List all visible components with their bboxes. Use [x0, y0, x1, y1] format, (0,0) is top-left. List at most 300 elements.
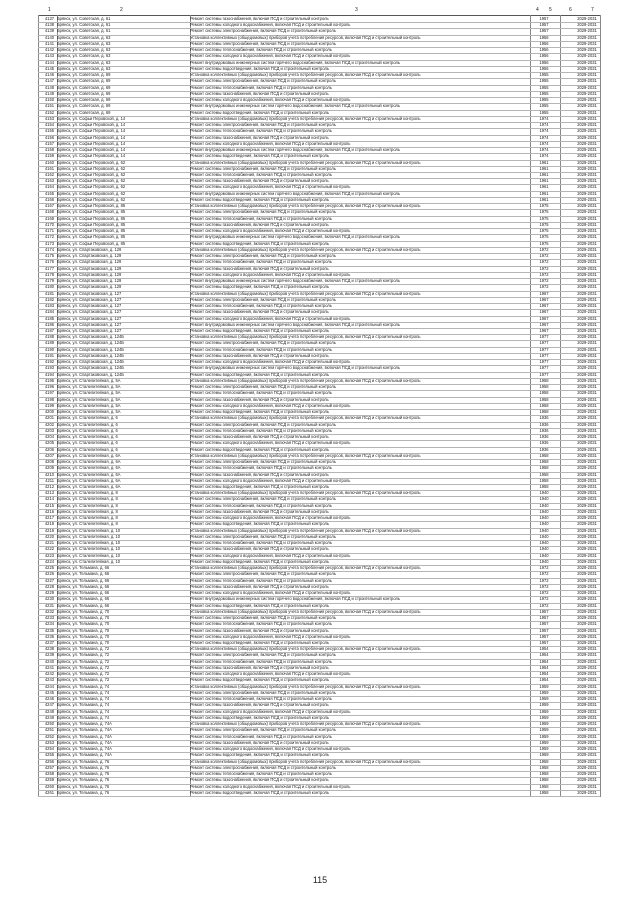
- period-cell: 2029-2031: [577, 390, 597, 396]
- work-type-cell: Ремонт внутридомовых инженерных систем горячего водоснабжения, включая ПСД и строительный контроль: [190, 278, 401, 284]
- period-cell: 2029-2031: [577, 172, 597, 177]
- address-cell: Брянск, ул. Тельмана, д. 74А: [57, 752, 112, 758]
- row-number: 4179: [44, 278, 54, 284]
- year-cell: 1954: [539, 671, 549, 677]
- year-cell: 1972: [539, 590, 549, 596]
- period-cell: 2029-2031: [577, 683, 597, 689]
- row-number: 4194: [44, 371, 54, 377]
- work-type-cell: Установка коллективных (общедомовых) приборов учета потребления ресурсов, включая ПСД и строительный контроль: [190, 377, 421, 383]
- work-type-cell: Ремонт системы холодного водоснабжения, включая ПСД и строительный контроль: [190, 53, 351, 59]
- column-number: 5: [549, 7, 552, 13]
- address-cell: Брянск, ул. Советская, д. 61: [57, 28, 111, 34]
- year-cell: 1958: [539, 402, 549, 408]
- period-cell: 2029-2031: [577, 140, 597, 146]
- address-cell: Брянск, ул. Сталелитейная, д. 8: [57, 496, 118, 502]
- period-cell: 2029-2031: [577, 583, 597, 589]
- period-cell: 2029-2031: [577, 477, 597, 483]
- year-cell: 1955: [539, 90, 549, 96]
- year-cell: 1972: [539, 271, 549, 277]
- year-cell: 1974: [539, 122, 549, 128]
- year-cell: 1940: [539, 552, 549, 558]
- row-number: 4222: [44, 546, 54, 552]
- address-cell: Брянск, ул. Тельмана, д. 74: [57, 689, 110, 695]
- row-number: 4225: [44, 565, 54, 571]
- work-type-cell: Установка коллективных (общедомовых) приборов учета потребления ресурсов, включая ПСД и строительный контроль: [190, 683, 421, 689]
- year-cell: 1940: [539, 515, 549, 521]
- period-cell: 2029-2031: [577, 97, 597, 103]
- period-cell: 2029-2031: [577, 271, 597, 277]
- address-cell: Брянск, ул. Тельмана, д. 76: [57, 789, 110, 795]
- year-cell: 1977: [539, 346, 549, 352]
- year-cell: 1940: [539, 546, 549, 552]
- row-number: 4255: [44, 752, 54, 758]
- year-cell: 1967: [539, 321, 549, 327]
- year-cell: 1957: [539, 608, 549, 614]
- year-cell: 1956: [539, 59, 549, 65]
- address-cell: Брянск, ул. Софьи Перовской, д. 14: [57, 147, 126, 153]
- address-cell: Брянск, ул. Тельмана, д. 74: [57, 683, 110, 689]
- address-cell: Брянск, ул. Тельмана, д. 74А: [57, 746, 112, 752]
- work-type-cell: Ремонт системы газоснабжения, включая ПСД и строительный контроль: [190, 627, 329, 633]
- year-cell: 1977: [539, 334, 549, 340]
- work-type-cell: Ремонт системы водоотведения, включая ПСД и строительный контроль: [190, 65, 330, 71]
- year-cell: 1961: [539, 184, 549, 190]
- row-number: 4140: [44, 34, 54, 40]
- work-type-cell: Ремонт системы водоотведения, включая ПСД и строительный контроль: [190, 484, 330, 489]
- row-number: 4223: [44, 552, 54, 558]
- work-type-cell: Ремонт внутридомовых инженерных систем горячего водоснабжения, включая ПСД и строительный контроль: [190, 103, 401, 109]
- row-number: 4162: [44, 172, 54, 177]
- work-type-cell: Ремонт системы электроснабжения, включая ПСД и строительный контроль: [190, 689, 336, 695]
- row-number: 4158: [44, 147, 54, 153]
- work-type-cell: Ремонт системы теплоснабжения, включая ПСД и строительный контроль: [190, 47, 332, 53]
- address-cell: Брянск, ул. Спартаковская, д. 124Б: [57, 352, 124, 358]
- row-number: 4203: [44, 427, 54, 433]
- year-cell: 1972: [539, 284, 549, 290]
- period-cell: 2029-2031: [577, 84, 597, 90]
- year-cell: 1955: [539, 97, 549, 103]
- year-cell: 1958: [539, 758, 549, 764]
- period-cell: 2029-2031: [577, 246, 597, 252]
- year-cell: 1955: [539, 109, 549, 115]
- address-cell: Брянск, ул. Софьи Перовской, д. 85: [57, 234, 126, 240]
- work-type-cell: Ремонт системы электроснабжения, включая ПСД и строительный контроль: [190, 459, 336, 465]
- year-cell: 1956: [539, 40, 549, 46]
- row-number: 4241: [44, 664, 54, 670]
- work-type-cell: Ремонт системы холодного водоснабжения, включая ПСД и строительный контроль: [190, 783, 351, 789]
- period-cell: 2029-2031: [577, 365, 597, 371]
- work-type-cell: Ремонт системы газоснабжения, включая ПСД и строительный контроль: [190, 90, 329, 96]
- address-cell: Брянск, ул. Спартаковская, д. 129: [57, 271, 122, 277]
- work-type-cell: Установка коллективных (общедомовых) приборов учета потребления ресурсов, включая ПСД и строительный контроль: [190, 565, 421, 571]
- period-cell: 2029-2031: [577, 696, 597, 702]
- year-cell: 1974: [539, 128, 549, 134]
- year-cell: 1974: [539, 115, 549, 121]
- address-cell: Брянск, ул. Тельмана, д. 70: [57, 627, 110, 633]
- work-type-cell: Ремонт системы водоотведения, включая ПСД и строительный контроль: [190, 284, 330, 290]
- row-number: 4251: [44, 727, 54, 733]
- address-cell: Брянск, ул. Советская, д. 61: [57, 16, 111, 21]
- address-cell: Брянск, ул. Тельмана, д. 76: [57, 764, 110, 770]
- address-cell: Брянск, ул. Сталелитейная, д. 8: [57, 502, 118, 508]
- row-number: 4147: [44, 78, 54, 84]
- year-cell: 1959: [539, 689, 549, 695]
- row-number: 4254: [44, 746, 54, 752]
- period-cell: 2029-2031: [577, 228, 597, 234]
- year-cell: 1958: [539, 390, 549, 396]
- work-type-cell: Ремонт системы водоотведения, включая ПСД и строительный контроль: [190, 714, 330, 720]
- address-cell: Брянск, ул. Сталелитейная, д. 6А: [57, 465, 121, 471]
- year-cell: 1972: [539, 253, 549, 259]
- address-cell: Брянск, ул. Спартаковская, д. 129: [57, 284, 122, 290]
- row-number: 4139: [44, 28, 54, 34]
- row-number: 4213: [44, 490, 54, 496]
- work-type-cell: Ремонт системы теплоснабжения, включая ПСД и строительный контроль: [190, 696, 332, 702]
- period-cell: 2029-2031: [577, 109, 597, 115]
- year-cell: 1958: [539, 477, 549, 483]
- address-cell: Брянск, ул. Советская, д. 69: [57, 78, 111, 84]
- year-cell: 1954: [539, 658, 549, 664]
- period-cell: 2029-2031: [577, 671, 597, 677]
- work-type-cell: Ремонт системы электроснабжения, включая ПСД и строительный контроль: [190, 209, 336, 215]
- period-cell: 2029-2031: [577, 577, 597, 583]
- period-cell: 2029-2031: [577, 78, 597, 84]
- address-cell: Брянск, ул. Софьи Перовской, д. 62: [57, 159, 126, 165]
- year-cell: 1972: [539, 265, 549, 271]
- year-cell: 1956: [539, 34, 549, 40]
- year-cell: 1961: [539, 172, 549, 177]
- table-row: [38, 790, 600, 797]
- row-number: 4173: [44, 240, 54, 246]
- year-cell: 1959: [539, 739, 549, 745]
- row-number: 4180: [44, 284, 54, 290]
- work-type-cell: Ремонт системы электроснабжения, включая ПСД и строительный контроль: [190, 615, 336, 621]
- work-type-cell: Ремонт системы холодного водоснабжения, включая ПСД и строительный контроль: [190, 708, 351, 714]
- work-type-cell: Ремонт системы холодного водоснабжения, включая ПСД и строительный контроль: [190, 402, 351, 408]
- address-cell: Брянск, ул. Сталелитейная, д. 6А: [57, 459, 121, 465]
- year-cell: 1974: [539, 134, 549, 140]
- address-cell: Брянск, ул. Софьи Перовской, д. 62: [57, 172, 126, 177]
- period-cell: 2029-2031: [577, 658, 597, 664]
- row-number: 4149: [44, 90, 54, 96]
- year-cell: 1975: [539, 228, 549, 234]
- year-cell: 1972: [539, 565, 549, 571]
- year-cell: 1958: [539, 783, 549, 789]
- row-number: 4168: [44, 209, 54, 215]
- address-cell: Брянск, ул. Сталелитейная, д. 5А: [57, 402, 121, 408]
- work-type-cell: Ремонт системы теплоснабжения, включая ПСД и строительный контроль: [190, 172, 332, 177]
- row-number: 4229: [44, 590, 54, 596]
- period-cell: 2029-2031: [577, 53, 597, 59]
- period-cell: 2029-2031: [577, 328, 597, 333]
- period-cell: 2029-2031: [577, 783, 597, 789]
- row-number: 4244: [44, 683, 54, 689]
- row-number: 4143: [44, 53, 54, 59]
- address-cell: Брянск, ул. Советская, д. 63: [57, 53, 111, 59]
- period-cell: 2029-2031: [577, 153, 597, 159]
- work-type-cell: Установка коллективных (общедомовых) приборов учета потребления ресурсов, включая ПСД и строительный контроль: [190, 72, 421, 78]
- period-cell: 2029-2031: [577, 596, 597, 602]
- address-cell: Брянск, ул. Советская, д. 61: [57, 22, 111, 28]
- address-cell: Брянск, ул. Спартаковская, д. 124Б: [57, 359, 124, 365]
- row-number: 4142: [44, 47, 54, 53]
- address-cell: Брянск, ул. Тельмана, д. 66: [57, 577, 110, 583]
- row-number: 4183: [44, 303, 54, 309]
- period-cell: 2029-2031: [577, 421, 597, 427]
- row-number: 4216: [44, 508, 54, 514]
- row-number: 4224: [44, 558, 54, 564]
- work-type-cell: Ремонт системы водоотведения, включая ПСД и строительный контроль: [190, 752, 330, 758]
- period-cell: 2029-2031: [577, 90, 597, 96]
- address-cell: Брянск, ул. Тельмана, д. 70: [57, 633, 110, 639]
- period-cell: 2029-2031: [577, 259, 597, 265]
- address-cell: Брянск, ул. Спартаковская, д. 129: [57, 246, 122, 252]
- row-number: 4161: [44, 165, 54, 171]
- period-cell: 2029-2031: [577, 265, 597, 271]
- work-type-cell: Ремонт системы водоотведения, включая ПСД и строительный контроль: [190, 446, 330, 452]
- year-cell: 1975: [539, 221, 549, 227]
- work-type-cell: Установка коллективных (общедомовых) приборов учета потребления ресурсов, включая ПСД и строительный контроль: [190, 415, 421, 421]
- row-number: 4175: [44, 253, 54, 259]
- row-number: 4188: [44, 334, 54, 340]
- work-type-cell: Ремонт системы газоснабжения, включая ПСД и строительный контроль: [190, 739, 329, 745]
- address-cell: Брянск, ул. Тельмана, д. 76: [57, 771, 110, 777]
- row-number: 4170: [44, 221, 54, 227]
- period-cell: 2029-2031: [577, 627, 597, 633]
- year-cell: 1940: [539, 558, 549, 564]
- period-cell: 2029-2031: [577, 746, 597, 752]
- period-cell: 2029-2031: [577, 508, 597, 514]
- work-type-cell: Ремонт системы газоснабжения, включая ПСД и строительный контроль: [190, 777, 329, 783]
- year-cell: 1955: [539, 84, 549, 90]
- work-type-cell: Ремонт системы теплоснабжения, включая ПСД и строительный контроль: [190, 577, 332, 583]
- year-cell: 1936: [539, 421, 549, 427]
- row-number: 4152: [44, 109, 54, 115]
- address-cell: Брянск, ул. Софьи Перовской, д. 85: [57, 228, 126, 234]
- period-cell: 2029-2031: [577, 652, 597, 658]
- row-number: 4186: [44, 321, 54, 327]
- page-number: 115: [312, 875, 328, 885]
- address-cell: Брянск, ул. Спартаковская, д. 129: [57, 278, 122, 284]
- period-cell: 2029-2031: [577, 446, 597, 452]
- row-number: 4195: [44, 377, 54, 383]
- year-cell: 1954: [539, 664, 549, 670]
- year-cell: 1972: [539, 278, 549, 284]
- work-type-cell: Установка коллективных (общедомовых) приборов учета потребления ресурсов, включая ПСД и строительный контроль: [190, 608, 421, 614]
- year-cell: 1972: [539, 259, 549, 265]
- year-cell: 1936: [539, 440, 549, 446]
- work-type-cell: Установка коллективных (общедомовых) приборов учета потребления ресурсов, включая ПСД и строительный контроль: [190, 527, 421, 533]
- address-cell: Брянск, ул. Советская, д. 63: [57, 34, 111, 40]
- address-cell: Брянск, ул. Софьи Перовской, д. 62: [57, 178, 126, 184]
- year-cell: 1977: [539, 371, 549, 377]
- address-cell: Брянск, ул. Сталелитейная, д. 10: [57, 527, 121, 533]
- period-cell: 2029-2031: [577, 103, 597, 109]
- work-type-cell: Установка коллективных (общедомовых) приборов учета потребления ресурсов, включая ПСД и строительный контроль: [190, 290, 421, 296]
- work-type-cell: Установка коллективных (общедомовых) приборов учета потребления ресурсов, включая ПСД и строительный контроль: [190, 203, 421, 209]
- work-type-cell: Ремонт системы газоснабжения, включая ПСД и строительный контроль: [190, 352, 329, 358]
- address-cell: Брянск, ул. Спартаковская, д. 127: [57, 290, 122, 296]
- row-number: 4201: [44, 415, 54, 421]
- address-cell: Брянск, ул. Софьи Перовской, д. 62: [57, 184, 126, 190]
- address-cell: Брянск, ул. Сталелитейная, д. 6А: [57, 477, 121, 483]
- work-type-cell: Ремонт системы газоснабжения, включая ПСД и строительный контроль: [190, 265, 329, 271]
- address-cell: Брянск, ул. Тельмана, д. 66: [57, 602, 110, 608]
- row-number: 4191: [44, 352, 54, 358]
- period-cell: 2029-2031: [577, 196, 597, 202]
- row-number: 4182: [44, 296, 54, 302]
- row-number: 4212: [44, 484, 54, 489]
- address-cell: Брянск, ул. Спартаковская, д. 127: [57, 321, 122, 327]
- address-cell: Брянск, ул. Спартаковская, д. 129: [57, 265, 122, 271]
- period-cell: 2029-2031: [577, 47, 597, 53]
- row-number: 4197: [44, 390, 54, 396]
- work-type-cell: Ремонт системы холодного водоснабжения, включая ПСД и строительный контроль: [190, 515, 351, 521]
- year-cell: 1974: [539, 140, 549, 146]
- work-type-cell: Ремонт системы теплоснабжения, включая ПСД и строительный контроль: [190, 465, 332, 471]
- period-cell: 2029-2031: [577, 65, 597, 71]
- year-cell: 1975: [539, 203, 549, 209]
- address-cell: Брянск, ул. Сталелитейная, д. 6А: [57, 452, 121, 458]
- row-number: 4253: [44, 739, 54, 745]
- work-type-cell: Ремонт системы водоотведения, включая ПСД и строительный контроль: [190, 602, 330, 608]
- year-cell: 1967: [539, 309, 549, 315]
- period-cell: 2029-2031: [577, 209, 597, 215]
- row-number: 4207: [44, 452, 54, 458]
- work-type-cell: Ремонт системы теплоснабжения, включая ПСД и строительный контроль: [190, 771, 332, 777]
- row-number: 4176: [44, 259, 54, 265]
- period-cell: 2029-2031: [577, 184, 597, 190]
- year-cell: 1954: [539, 677, 549, 683]
- work-type-cell: Ремонт системы электроснабжения, включая ПСД и строительный контроль: [190, 571, 336, 577]
- row-number: 4242: [44, 671, 54, 677]
- year-cell: 1974: [539, 153, 549, 159]
- period-cell: 2029-2031: [577, 771, 597, 777]
- address-cell: Брянск, ул. Тельмана, д. 74А: [57, 739, 112, 745]
- work-type-cell: Ремонт системы теплоснабжения, включая ПСД и строительный контроль: [190, 215, 332, 221]
- row-number: 4250: [44, 721, 54, 727]
- row-number: 4198: [44, 396, 54, 402]
- row-number: 4208: [44, 459, 54, 465]
- year-cell: 1955: [539, 72, 549, 78]
- row-number: 4160: [44, 159, 54, 165]
- year-cell: 1975: [539, 215, 549, 221]
- row-number: 4233: [44, 615, 54, 621]
- work-type-cell: Ремонт системы водоотведения, включая ПСД и строительный контроль: [190, 789, 330, 795]
- year-cell: 1967: [539, 296, 549, 302]
- row-number: 4256: [44, 758, 54, 764]
- address-cell: Брянск, ул. Спартаковская, д. 127: [57, 303, 122, 309]
- address-cell: Брянск, ул. Сталелитейная, д. 10: [57, 558, 121, 564]
- year-cell: 1940: [539, 508, 549, 514]
- work-type-cell: Ремонт системы холодного водоснабжения, включая ПСД и строительный контроль: [190, 22, 351, 28]
- year-cell: 1972: [539, 596, 549, 602]
- period-cell: 2029-2031: [577, 359, 597, 365]
- year-cell: 1961: [539, 190, 549, 196]
- address-cell: Брянск, ул. Спартаковская, д. 124Б: [57, 340, 124, 346]
- period-cell: 2029-2031: [577, 565, 597, 571]
- work-type-cell: Ремонт системы холодного водоснабжения, включая ПСД и строительный контроль: [190, 746, 351, 752]
- period-cell: 2029-2031: [577, 427, 597, 433]
- year-cell: 1959: [539, 733, 549, 739]
- address-cell: Брянск, ул. Спартаковская, д. 129: [57, 259, 122, 265]
- year-cell: 1958: [539, 377, 549, 383]
- row-number: 4199: [44, 402, 54, 408]
- period-cell: 2029-2031: [577, 315, 597, 321]
- year-cell: 1975: [539, 234, 549, 240]
- address-cell: Брянск, ул. Сталелитейная, д. 5А: [57, 396, 121, 402]
- period-cell: 2029-2031: [577, 552, 597, 558]
- address-cell: Брянск, ул. Сталелитейная, д. 6: [57, 434, 118, 440]
- row-number: 4221: [44, 540, 54, 546]
- period-cell: 2029-2031: [577, 340, 597, 346]
- address-cell: Брянск, ул. Софьи Перовской, д. 14: [57, 128, 126, 134]
- period-cell: 2029-2031: [577, 234, 597, 240]
- period-cell: 2029-2031: [577, 165, 597, 171]
- row-number: 4236: [44, 633, 54, 639]
- address-cell: Брянск, ул. Советская, д. 63: [57, 65, 111, 71]
- work-type-cell: Ремонт системы теплоснабжения, включая ПСД и строительный контроль: [190, 303, 332, 309]
- address-cell: Брянск, ул. Советская, д. 69: [57, 90, 111, 96]
- year-cell: 1972: [539, 583, 549, 589]
- row-number: 4192: [44, 359, 54, 365]
- year-cell: 1957: [539, 621, 549, 627]
- year-cell: 1958: [539, 771, 549, 777]
- column-number: 4: [536, 7, 539, 13]
- address-cell: Брянск, ул. Спартаковская, д. 127: [57, 315, 122, 321]
- row-number: 4204: [44, 434, 54, 440]
- year-cell: 1940: [539, 502, 549, 508]
- year-cell: 1977: [539, 340, 549, 346]
- work-type-cell: Ремонт системы теплоснабжения, включая ПСД и строительный контроль: [190, 128, 332, 134]
- year-cell: 1967: [539, 290, 549, 296]
- row-number: 4171: [44, 228, 54, 234]
- address-cell: Брянск, ул. Советская, д. 69: [57, 97, 111, 103]
- address-cell: Брянск, ул. Сталелитейная, д. 8: [57, 515, 118, 521]
- row-number: 4153: [44, 115, 54, 121]
- row-number: 4234: [44, 621, 54, 627]
- period-cell: 2029-2031: [577, 621, 597, 627]
- period-cell: 2029-2031: [577, 727, 597, 733]
- row-number: 4154: [44, 122, 54, 128]
- work-type-cell: Ремонт системы электроснабжения, включая ПСД и строительный контроль: [190, 496, 336, 502]
- year-cell: 1959: [539, 702, 549, 708]
- row-number: 4231: [44, 602, 54, 608]
- work-type-cell: Ремонт системы водоотведения, включая ПСД и строительный контроль: [190, 240, 330, 246]
- year-cell: 1959: [539, 721, 549, 727]
- period-cell: 2029-2031: [577, 290, 597, 296]
- row-number: 4245: [44, 689, 54, 695]
- work-type-cell: Установка коллективных (общедомовых) приборов учета потребления ресурсов, включая ПСД и строительный контроль: [190, 246, 421, 252]
- address-cell: Брянск, ул. Сталелитейная, д. 6: [57, 427, 118, 433]
- period-cell: 2029-2031: [577, 284, 597, 290]
- column-number: 3: [355, 7, 358, 13]
- work-type-cell: Ремонт внутридомовых инженерных систем горячего водоснабжения, включая ПСД и строительный контроль: [190, 147, 401, 153]
- work-type-cell: Ремонт системы газоснабжения, включая ПСД и строительный контроль: [190, 309, 329, 315]
- year-cell: 1958: [539, 764, 549, 770]
- row-number: 4196: [44, 384, 54, 390]
- address-cell: Брянск, ул. Советская, д. 69: [57, 84, 111, 90]
- work-type-cell: Ремонт системы холодного водоснабжения, включая ПСД и строительный контроль: [190, 359, 351, 365]
- work-type-cell: Ремонт системы газоснабжения, включая ПСД и строительный контроль: [190, 134, 329, 140]
- period-cell: 2029-2031: [577, 147, 597, 153]
- row-number: 4190: [44, 346, 54, 352]
- work-type-cell: Ремонт системы водоотведения, включая ПСД и строительный контроль: [190, 640, 330, 645]
- period-cell: 2029-2031: [577, 515, 597, 521]
- address-cell: Брянск, ул. Сталелитейная, д. 10: [57, 540, 121, 546]
- work-type-cell: Установка коллективных (общедомовых) приборов учета потребления ресурсов, включая ПСД и строительный контроль: [190, 334, 421, 340]
- period-cell: 2029-2031: [577, 178, 597, 184]
